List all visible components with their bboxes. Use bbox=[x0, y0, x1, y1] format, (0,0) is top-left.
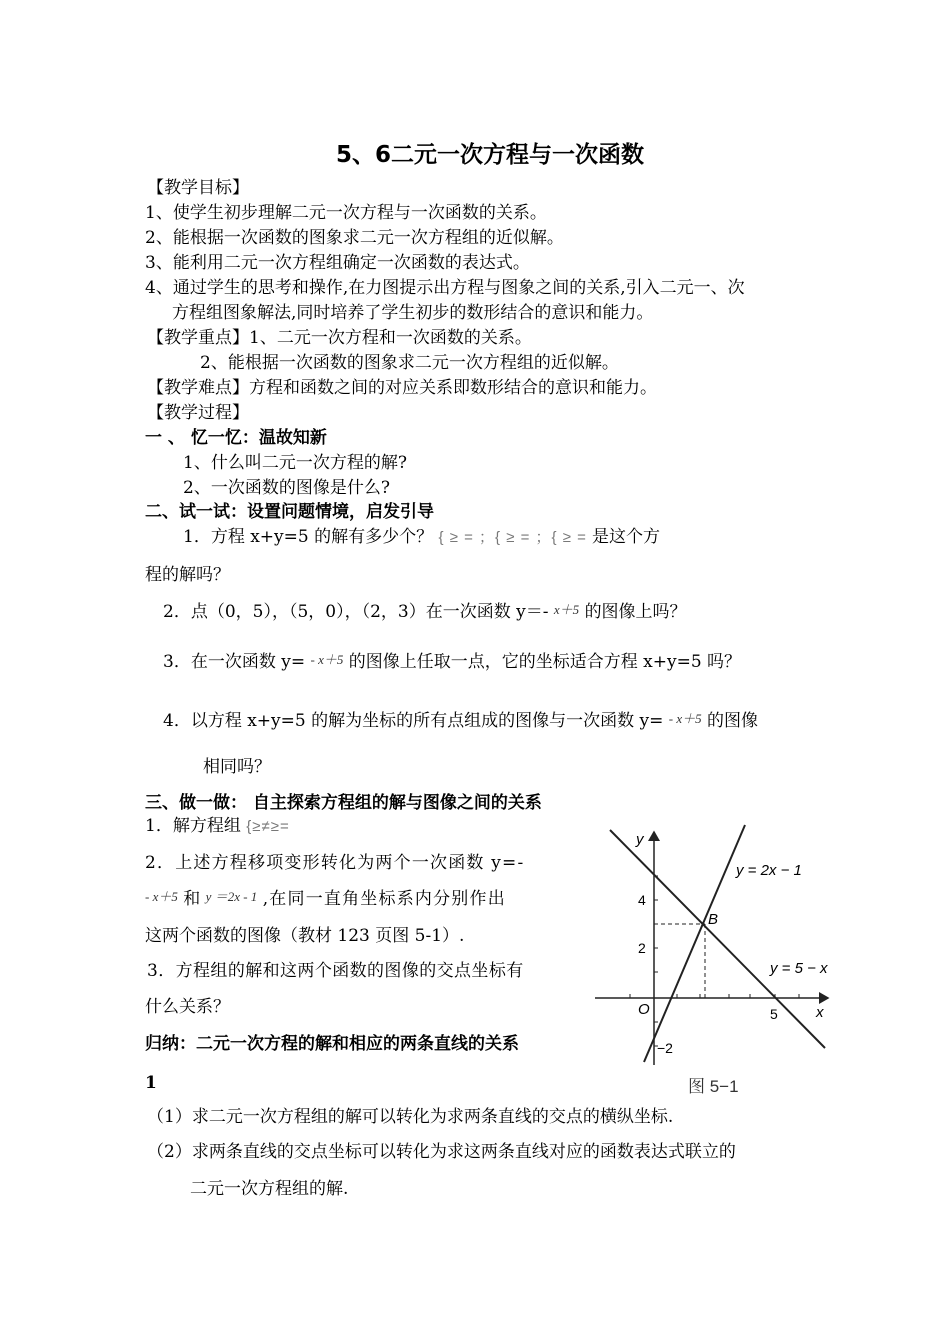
question-text: 3．在一次函数 y= bbox=[163, 652, 306, 672]
summary-point-cont: 二元一次方程组的解. bbox=[190, 1179, 349, 1199]
math-expression: x＋5 bbox=[553, 602, 580, 617]
math-expression: - x＋5 bbox=[310, 652, 344, 667]
section2-question-2 bbox=[163, 599, 687, 623]
figure-caption: 图 5−1 bbox=[688, 1077, 739, 1096]
goals-heading: 【教学目标】 bbox=[147, 178, 249, 198]
section3-question-1 bbox=[145, 815, 290, 838]
summary-point: （2）求两条直线的交点坐标可以转化为求这两条直线对应的函数表达式联立的 bbox=[147, 1142, 736, 1162]
goal-item: 1、使学生初步理解二元一次方程与一次函数的关系。 bbox=[145, 203, 547, 223]
x-axis-label: x bbox=[816, 1004, 824, 1021]
question-text: 是这个方 bbox=[592, 527, 661, 547]
question-text: 1．方程 x+y=5 的解有多少个？ bbox=[183, 527, 434, 547]
section2-question-3 bbox=[163, 649, 741, 673]
question-text: 的图像 bbox=[707, 711, 759, 731]
tick-label-5: 5 bbox=[770, 1006, 778, 1022]
section3-question-2: 2．上述方程移项变形转化为两个一次函数 y=- bbox=[145, 853, 525, 873]
process-heading: 【教学过程】 bbox=[147, 403, 249, 423]
section1-question: 1、什么叫二元一次方程的解? bbox=[183, 453, 407, 473]
summary-point: （1）求二元一次方程组的解可以转化为求两条直线的交点的横纵坐标. bbox=[147, 1107, 674, 1127]
origin-label: O bbox=[638, 1001, 650, 1018]
question-text: ,在同一直角坐标系内分别作出 bbox=[262, 889, 506, 909]
section1-heading: 一 、 忆一忆：温故知新 bbox=[145, 428, 327, 448]
question-text: 的图像上任取一点，它的坐标适合方程 x+y=5 吗？ bbox=[348, 652, 742, 672]
function-graph-figure bbox=[590, 820, 840, 1100]
question-text: 2．点（0，5），（5，0），（2，3）在一次函数 y＝- bbox=[163, 602, 549, 622]
equation-system-placeholder: {≥≠≥= bbox=[246, 818, 290, 835]
math-expression: - x＋5 bbox=[668, 711, 702, 726]
goal-item: 4、通过学生的思考和操作,在力图提示出方程与图象之间的关系,引入二元一、次 bbox=[145, 278, 745, 298]
goal-item: 3、能利用二元一次方程组确定一次函数的表达式。 bbox=[145, 253, 530, 273]
page-title: 5、6二元一次方程与一次函数 bbox=[335, 142, 644, 168]
summary-heading: 归纳：二元一次方程的解和相应的两条直线的关系 bbox=[145, 1034, 519, 1054]
section2-question-4-cont: 相同吗？ bbox=[203, 757, 271, 777]
section3-question-3-cont: 什么关系？ bbox=[145, 997, 230, 1017]
line-label-5-x: y = 5 − x bbox=[770, 960, 828, 977]
question-text: 的图像上吗？ bbox=[584, 602, 687, 622]
equation-system-placeholder: { ≥ = ；{ ≥ = ；{ ≥ = bbox=[438, 529, 593, 546]
goal-item: 2、能根据一次函数的图象求二元一次方程组的近似解。 bbox=[145, 228, 564, 248]
goal-item: 方程组图象解法,同时培养了学生初步的数形结合的意识和能力。 bbox=[172, 303, 654, 323]
math-expression: - x＋5 bbox=[145, 889, 178, 904]
tick-label-4: 4 bbox=[638, 892, 646, 908]
y-axis-label: y bbox=[636, 831, 644, 848]
section1-question: 2、一次函数的图像是什么? bbox=[183, 478, 390, 498]
line-label-2x-1: y = 2x − 1 bbox=[736, 862, 802, 879]
section2-heading: 二、试一试：设置问题情境，启发引导 bbox=[145, 502, 434, 522]
section2-question-1-cont: 程的解吗？ bbox=[145, 565, 230, 585]
question-text: 4．以方程 x+y=5 的解为坐标的所有点组成的图像与一次函数 y= bbox=[163, 711, 664, 731]
line-y-2x-minus-1 bbox=[644, 825, 745, 1062]
key-points-line: 2、能根据一次函数的图象求二元一次方程组的近似解。 bbox=[200, 353, 619, 373]
tick-label-neg2: −2 bbox=[657, 1040, 673, 1056]
section3-question-2-line2 bbox=[145, 886, 506, 910]
point-b-label: B bbox=[708, 911, 719, 928]
key-points-line: 【教学重点】1、二元一次方程和一次函数的关系。 bbox=[147, 328, 532, 348]
summary-number: 1 bbox=[145, 1073, 157, 1093]
section3-question-2-line3: 这两个函数的图像（教材 123 页图 5-1）. bbox=[145, 926, 465, 946]
section3-heading: 三、做一做： 自主探索方程组的解与图像之间的关系 bbox=[145, 793, 542, 813]
tick-label-2: 2 bbox=[638, 940, 646, 956]
math-expression: y ＝2x - 1 bbox=[205, 889, 258, 904]
section3-question-3: 3．方程组的解和这两个函数的图像的交点坐标有 bbox=[147, 961, 524, 981]
difficulty-line: 【教学难点】方程和函数之间的对应关系即数形结合的意识和能力。 bbox=[147, 378, 657, 398]
section2-question-1 bbox=[183, 526, 660, 549]
question-text: 和 bbox=[183, 889, 201, 909]
question-text: 1．解方程组 bbox=[145, 816, 241, 836]
section2-question-4 bbox=[163, 708, 758, 732]
